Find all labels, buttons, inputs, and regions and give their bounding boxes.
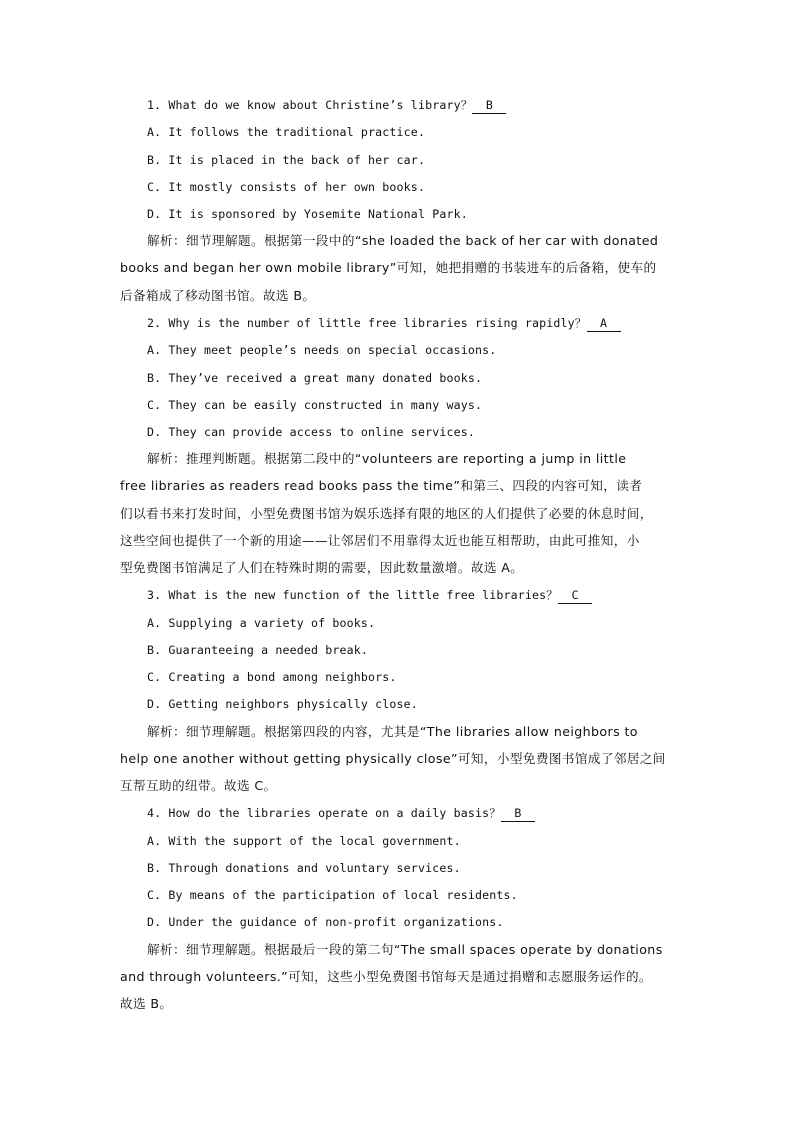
question-4-option-d: D. Under the guidance of non-profit organizations. [147, 915, 504, 929]
question-1-option-a: A. It follows the traditional practice. [147, 125, 426, 139]
answer-blank: C [558, 588, 592, 604]
question-2-analysis-line: 这些空间也提供了一个新的用途——让邻居们不用靠得太近也能互相帮助，由此可推知，小 [120, 533, 640, 548]
question-4-analysis-line: 故选 B。 [120, 996, 173, 1011]
question-1-analysis-line: books and began her own mobile library”可知，她把捐赠的书装进车的后备箱，使车的 [120, 260, 657, 275]
question-2-analysis-line: 们以看书来打发时间，小型免费图书馆为娱乐选择有限的地区的人们提供了必要的休息时间， [120, 506, 653, 521]
question-2-analysis-line: 型免费图书馆满足了人们在特殊时期的需要，因此数量激增。故选 A。 [120, 560, 524, 575]
question-3-option-a: A. Supplying a variety of books. [147, 616, 376, 630]
question-3-option-d: D. Getting neighbors physically close. [147, 697, 418, 711]
answer-blank: B [501, 806, 535, 822]
question-4-stem [147, 803, 680, 823]
question-3-analysis-line: 解析：细节理解题。根据第四段的内容，尤其是“The libraries allow neighbors to [147, 724, 638, 739]
question-4-option-c: C. By means of the participation of local residents. [147, 888, 518, 902]
question-1-option-c: C. It mostly consists of her own books. [147, 180, 426, 194]
question-3-option-c: C. Creating a bond among neighbors. [147, 670, 397, 684]
question-4-analysis-line: 解析：细节理解题。根据最后一段的第二句“The small spaces operate by donations [147, 942, 663, 957]
question-3-option-b: B. Guaranteeing a needed break. [147, 643, 369, 657]
question-1-option-b: B. It is placed in the back of her car. [147, 153, 426, 167]
answer-blank: B [472, 98, 506, 114]
stem-text: 1. What do we know about Christine’s library？ [147, 98, 473, 112]
stem-text: 2. Why is the number of little free libraries rising rapidly？ [147, 316, 587, 330]
question-1-stem [147, 95, 680, 115]
question-3-stem [147, 585, 680, 605]
question-2-stem [147, 313, 680, 333]
question-3-analysis-line: 互帮互助的纽带。故选 C。 [120, 778, 277, 793]
question-3-analysis-line: help one another without getting physically close”可知，小型免费图书馆成了邻居之间 [120, 751, 666, 766]
question-4-option-b: B. Through donations and voluntary services. [147, 861, 461, 875]
answer-blank: A [587, 316, 621, 332]
stem-text: 3. What is the new function of the little free libraries？ [147, 588, 559, 602]
question-2-analysis-line: free libraries as readers read books pass the time”和第三、四段的内容可知，读者 [120, 478, 643, 493]
question-1-option-d: D. It is sponsored by Yosemite National Park. [147, 207, 468, 221]
question-1-analysis-line: 后备箱成了移动图书馆。故选 B。 [120, 288, 316, 303]
question-2-option-c: C. They can be easily constructed in many ways. [147, 398, 483, 412]
question-2-option-d: D. They can provide access to online services. [147, 425, 475, 439]
question-2-option-b: B. They’ve received a great many donated books. [147, 371, 483, 385]
question-1-analysis-line: 解析：细节理解题。根据第一段中的“she loaded the back of her car with donated [147, 233, 659, 248]
question-2-analysis-line: 解析：推理判断题。根据第二段中的“volunteers are reporting a jump in little [147, 451, 627, 466]
question-2-option-a: A. They meet people’s needs on special occasions. [147, 343, 497, 357]
question-4-analysis-line: and through volunteers.”可知，这些小型免费图书馆每天是通过捐赠和志愿服务运作的。 [120, 969, 652, 984]
question-4-option-a: A. With the support of the local government. [147, 834, 461, 848]
stem-text: 4. How do the libraries operate on a daily basis？ [147, 806, 501, 820]
